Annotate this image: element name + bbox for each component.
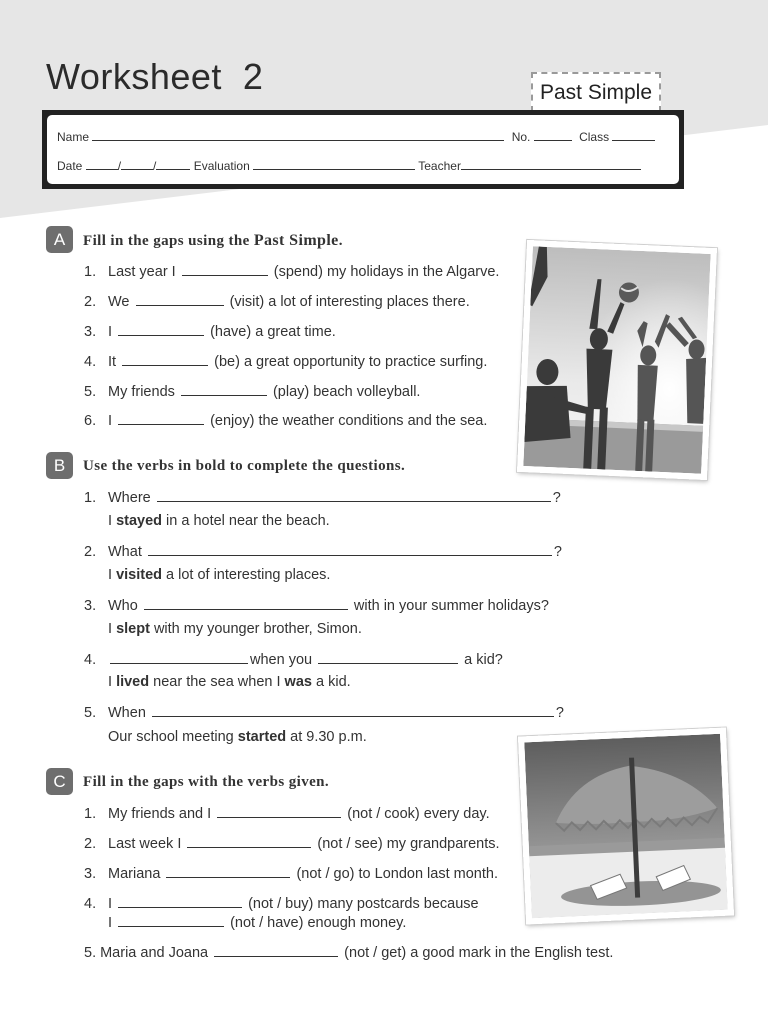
section-b-question: 1. Where ? (84, 490, 561, 506)
section-b-answer: I visited a lot of interesting places. (108, 567, 331, 583)
answer-blank[interactable] (148, 543, 552, 556)
answer-blank[interactable] (187, 835, 311, 848)
answer-blank[interactable] (118, 914, 224, 927)
section-a-item: 1. Last year I (spend) my holidays in the Algarve. (84, 264, 500, 280)
volleyball-illustration (523, 246, 710, 474)
date-separator: / (117, 159, 122, 173)
beach-umbrella-illustration (524, 734, 727, 918)
answer-blank[interactable] (118, 323, 204, 336)
info-row-1 (57, 129, 669, 144)
answer-blank[interactable] (118, 412, 204, 425)
date-separator: / (153, 159, 157, 173)
section-a-item: 3. I (have) a great time. (84, 324, 336, 340)
section-a-item: 6. I (enjoy) the weather conditions and the sea. (84, 413, 488, 429)
section-a-heading: Fill in the gaps using the Past Simple. (83, 232, 343, 249)
topic-tag: Past Simple (531, 72, 661, 112)
answer-blank[interactable] (214, 944, 338, 957)
section-a-badge: A (46, 226, 73, 253)
date-month-field[interactable] (121, 158, 153, 170)
beach-volleyball-photo (517, 240, 717, 480)
answer-blank[interactable] (136, 293, 224, 306)
name-field[interactable] (92, 129, 504, 141)
info-row-2 (57, 158, 669, 173)
date-day-field[interactable] (86, 158, 118, 170)
section-b-answer: I lived near the sea when I was a kid. (108, 674, 351, 690)
answer-blank[interactable] (318, 651, 458, 664)
section-c-item: 1. My friends and I (not / cook) every day. (84, 806, 490, 822)
section-c-item: 5. Maria and Joana (not / get) a good mark in the English test. (84, 945, 614, 961)
teacher-field[interactable] (461, 158, 641, 170)
answer-blank[interactable] (217, 805, 341, 818)
section-b-question: 5. When ? (84, 705, 564, 721)
section-a-item: 4. It (be) a great opportunity to practice surfing. (84, 354, 488, 370)
answer-blank[interactable] (122, 353, 208, 366)
section-b-answer: Our school meeting started at 9.30 p.m. (108, 729, 367, 745)
section-b-badge: B (46, 452, 73, 479)
section-a-item: 2. We (visit) a lot of interesting places there. (84, 294, 470, 310)
answer-blank[interactable] (110, 651, 248, 664)
section-c-item: 3. Mariana (not / go) to London last month. (84, 866, 498, 882)
number-field[interactable] (534, 129, 572, 141)
section-c-heading: Fill in the gaps with the verbs given. (83, 774, 330, 790)
date-year-field[interactable] (156, 158, 190, 170)
answer-blank[interactable] (118, 895, 242, 908)
section-a-item: 5. My friends (play) beach volleyball. (84, 384, 421, 400)
answer-blank[interactable] (166, 865, 290, 878)
name-label: Name (57, 130, 90, 144)
class-field[interactable] (612, 129, 655, 141)
section-b-question: 4. when you a kid? (84, 652, 503, 668)
number-label: No. (511, 130, 531, 144)
evaluation-field[interactable] (253, 158, 415, 170)
section-c-item: 4. I (not / buy) many postcards because (84, 896, 479, 912)
answer-blank[interactable] (182, 263, 268, 276)
section-c-item: 2. Last week I (not / see) my grandparents. (84, 836, 500, 852)
section-b-question: 2. What ? (84, 544, 562, 560)
answer-blank[interactable] (144, 597, 348, 610)
teacher-label: Teacher (418, 159, 461, 173)
answer-blank[interactable] (152, 704, 554, 717)
student-info-box (42, 110, 684, 189)
worksheet-title: Worksheet 2 (46, 56, 264, 97)
section-b-heading: Use the verbs in bold to complete the questions. (83, 458, 406, 474)
section-b-answer: I stayed in a hotel near the beach. (108, 513, 330, 529)
date-label: Date (57, 159, 83, 173)
section-c-badge: C (46, 768, 73, 795)
class-label: Class (579, 130, 610, 144)
answer-blank[interactable] (157, 489, 551, 502)
section-b-question: 3. Who with in your summer holidays? (84, 598, 549, 614)
evaluation-label: Evaluation (193, 159, 250, 173)
section-c-item-continued: I (not / have) enough money. (108, 915, 407, 931)
answer-blank[interactable] (181, 383, 267, 396)
section-b-answer: I slept with my younger brother, Simon. (108, 621, 362, 637)
beach-umbrella-photo (518, 728, 734, 925)
